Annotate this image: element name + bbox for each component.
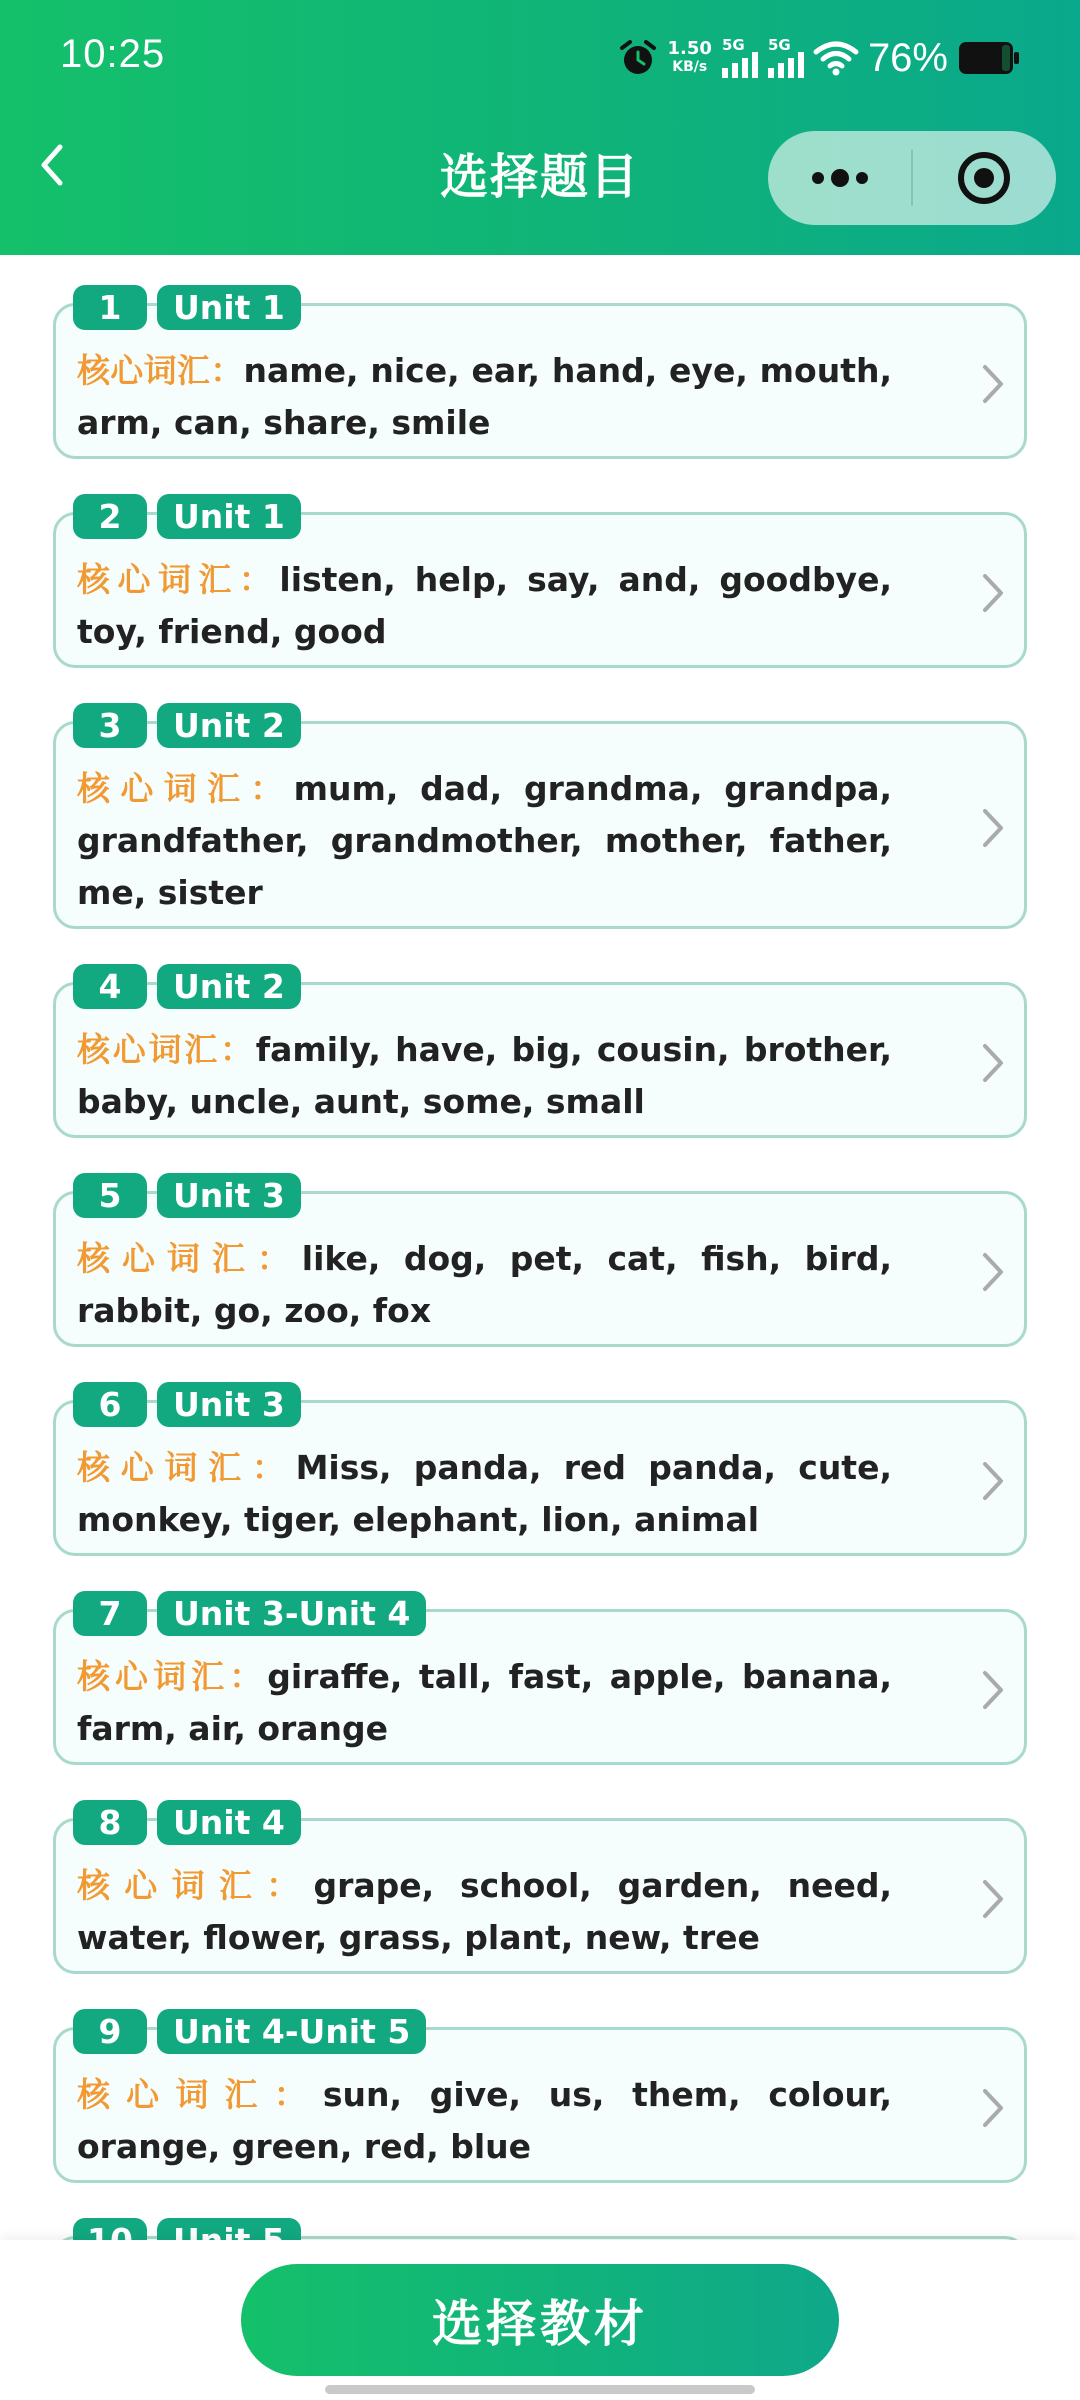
alarm-icon <box>618 38 658 78</box>
app-header <box>0 0 1080 255</box>
battery-percent: 76% <box>867 35 948 80</box>
unit-badge: Unit 3 <box>157 1382 301 1427</box>
topic-number-badge: 1 <box>73 285 147 330</box>
unit-badge: Unit 2 <box>157 964 301 1009</box>
cell-signal-icon <box>768 52 804 78</box>
signal-1 <box>722 38 758 78</box>
status-bar <box>0 0 1080 120</box>
vocab-label: 核心词汇： <box>77 1448 296 1487</box>
more-dots-icon <box>768 131 911 225</box>
vocab-label: 核心词汇： <box>77 1030 256 1069</box>
vocab-text <box>77 763 892 919</box>
close-miniprogram-button[interactable] <box>913 131 1056 225</box>
vocab-text <box>77 1651 892 1755</box>
vocab-label: 核心词汇： <box>77 769 294 808</box>
net-speed-unit: KB/s <box>672 59 708 75</box>
vocab-label: 核心词汇： <box>77 2075 323 2114</box>
topic-badges <box>73 703 301 748</box>
vocab-words: giraffe, tall, fast, apple, banana, farm, air, orange <box>77 1657 892 1748</box>
topic-badges <box>73 1800 301 1845</box>
vocab-words: Miss, panda, red panda, cute, monkey, tiger, elephant, lion, animal <box>77 1448 893 1539</box>
home-indicator[interactable] <box>325 2385 755 2394</box>
battery-icon <box>958 41 1020 75</box>
vocab-words: name, nice, ear, hand, eye, mouth, arm, can, share, smile <box>77 351 893 442</box>
status-time: 10:25 <box>60 32 166 76</box>
chevron-right-icon <box>982 1043 1004 1083</box>
unit-badge: Unit 1 <box>157 494 301 539</box>
chevron-right-icon <box>982 808 1004 848</box>
vocab-text <box>77 1860 892 1964</box>
topic-number-badge: 5 <box>73 1173 147 1218</box>
vocab-text <box>77 1024 892 1128</box>
signal-2-label: 5G <box>767 36 791 54</box>
page-title: 选择题目 <box>439 149 640 205</box>
topic-badges <box>73 494 301 539</box>
wifi-icon <box>814 40 858 76</box>
topic-badges <box>73 285 301 330</box>
status-icons <box>618 30 1020 86</box>
topic-number-badge: 7 <box>73 1591 147 1636</box>
vocab-words: listen, help, say, and, goodbye, toy, friend, good <box>77 560 892 651</box>
topic-badges <box>73 1173 301 1218</box>
vocab-words: family, have, big, cousin, brother, baby, uncle, aunt, some, small <box>77 1030 892 1121</box>
vocab-words: mum, dad, grandma, grandpa, grandfather, grandmother, mother, father, me, sister <box>77 769 892 912</box>
signal-2 <box>768 38 804 78</box>
topic-list <box>0 255 1080 2240</box>
vocab-text <box>77 1442 892 1546</box>
topic-number-badge: 9 <box>73 2009 147 2054</box>
vocab-words: like, dog, pet, cat, fish, bird, rabbit, go, zoo, fox <box>77 1239 893 1330</box>
chevron-right-icon <box>982 1252 1004 1292</box>
topic-badges <box>73 1591 426 1636</box>
vocab-label: 核心词汇： <box>77 560 280 599</box>
vocab-text <box>77 1233 892 1337</box>
miniprogram-capsule <box>768 131 1056 225</box>
target-close-icon <box>913 131 1056 225</box>
vocab-label: 核心词汇： <box>77 1866 314 1905</box>
topic-badges <box>73 964 301 1009</box>
vocab-text <box>77 554 892 658</box>
vocab-label: 核心词汇： <box>77 351 244 390</box>
vocab-label: 核心词汇： <box>77 1657 268 1696</box>
unit-badge: Unit 1 <box>157 285 301 330</box>
chevron-right-icon <box>982 364 1004 404</box>
topic-number-badge: 4 <box>73 964 147 1009</box>
topic-number-badge: 2 <box>73 494 147 539</box>
vocab-label: 核心词汇： <box>77 1239 302 1278</box>
chevron-right-icon <box>982 1670 1004 1710</box>
select-textbook-button[interactable]: 选择教材 <box>241 2264 839 2376</box>
chevron-right-icon <box>982 1461 1004 1501</box>
net-speed-value: 1.50 <box>667 38 712 59</box>
more-button[interactable] <box>768 131 911 225</box>
unit-badge: Unit 4-Unit 5 <box>157 2009 426 2054</box>
vocab-words: sun, give, us, them, colour, orange, green, red, blue <box>77 2075 892 2166</box>
unit-badge: Unit 2 <box>157 703 301 748</box>
net-speed <box>668 40 712 76</box>
topic-number-badge: 6 <box>73 1382 147 1427</box>
topic-badges <box>73 2009 426 2054</box>
unit-badge: Unit 3 <box>157 1173 301 1218</box>
unit-badge: Unit 4 <box>157 1800 301 1845</box>
chevron-right-icon <box>982 573 1004 613</box>
unit-badge: Unit 3-Unit 4 <box>157 1591 426 1636</box>
vocab-text <box>77 345 892 449</box>
chevron-right-icon <box>982 1879 1004 1919</box>
vocab-text <box>77 2069 892 2173</box>
topic-number-badge: 3 <box>73 703 147 748</box>
topic-number-badge: 8 <box>73 1800 147 1845</box>
chevron-right-icon <box>982 2088 1004 2128</box>
vocab-words: grape, school, garden, need, water, flower, grass, plant, new, tree <box>77 1866 893 1957</box>
cell-signal-icon <box>722 52 758 78</box>
signal-1-label: 5G <box>721 36 745 54</box>
topic-badges <box>73 1382 301 1427</box>
